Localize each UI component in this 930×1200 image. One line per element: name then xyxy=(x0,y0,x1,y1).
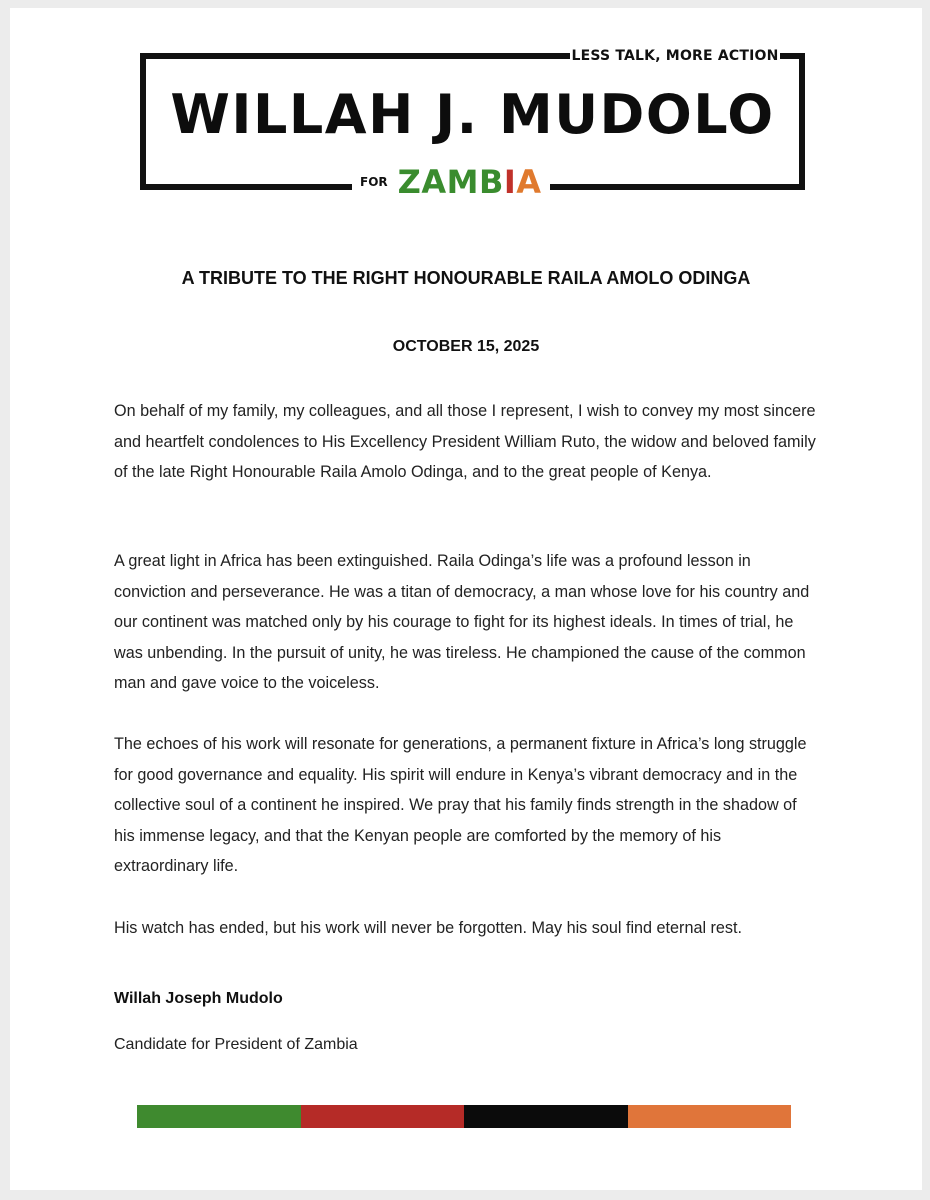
signature-name: Willah Joseph Mudolo xyxy=(114,990,283,1007)
flag-color-bar xyxy=(137,1105,791,1128)
paragraph-legacy: A great light in Africa has been extinguished. Raila Odinga’s life was a profound lesson in conviction and perseverance. He was a titan of democracy, a man whose love for his country and our continent was matched only by his courage to fight for its highest ideals. In times of trial, he was unbending. In the pursuit of unity, he was tireless. He championed the cause of the common man and gave voice to the voiceless. xyxy=(114,552,810,692)
tribute-date: OCTOBER 15, 2025 xyxy=(392,338,540,355)
signature-title: Candidate for President of Zambia xyxy=(114,1036,358,1053)
paragraph-condolences: On behalf of my family, my colleagues, and all those I represent, I wish to convey my most sincere and heartfelt condolences to His Excellency President William Ruto, the widow and beloved family of the late Right Honourable Raila Amolo Odinga, and to the great people of Kenya. xyxy=(114,402,816,481)
logo-candidate-name: WILLAH J. MUDOLO xyxy=(170,83,775,146)
color-bar-red xyxy=(301,1105,465,1128)
logo-zambia-word xyxy=(398,164,542,200)
logo-zambia-a: A xyxy=(516,163,542,201)
logo-for-zambia xyxy=(352,164,550,200)
color-bar-black xyxy=(464,1105,628,1128)
logo-zambia-main: ZAMB xyxy=(397,163,504,201)
tribute-title: A TRIBUTE TO THE RIGHT HONOURABLE RAILA AMOLO ODINGA xyxy=(181,268,751,288)
color-bar-green xyxy=(137,1105,301,1128)
logo-for-label: FOR xyxy=(360,175,388,189)
paragraph-farewell: His watch has ended, but his work will never be forgotten. May his soul find eternal rest. xyxy=(114,919,743,937)
logo-zambia-i: I xyxy=(503,163,517,201)
document-page xyxy=(10,8,922,1190)
campaign-logo xyxy=(140,46,805,201)
color-bar-orange xyxy=(628,1105,792,1128)
paragraph-echoes: The echoes of his work will resonate for generations, a permanent fixture in Africa’s long struggle for good governance and equality. His spirit will endure in Kenya’s vibrant democracy and in the collective soul of a continent he inspired. We pray that his family finds strength in the shadow of his immense legacy, and that the Kenyan people are comforted by the memory of his extraordinary life. xyxy=(114,735,807,875)
logo-slogan: LESS TALK, MORE ACTION xyxy=(571,48,779,64)
